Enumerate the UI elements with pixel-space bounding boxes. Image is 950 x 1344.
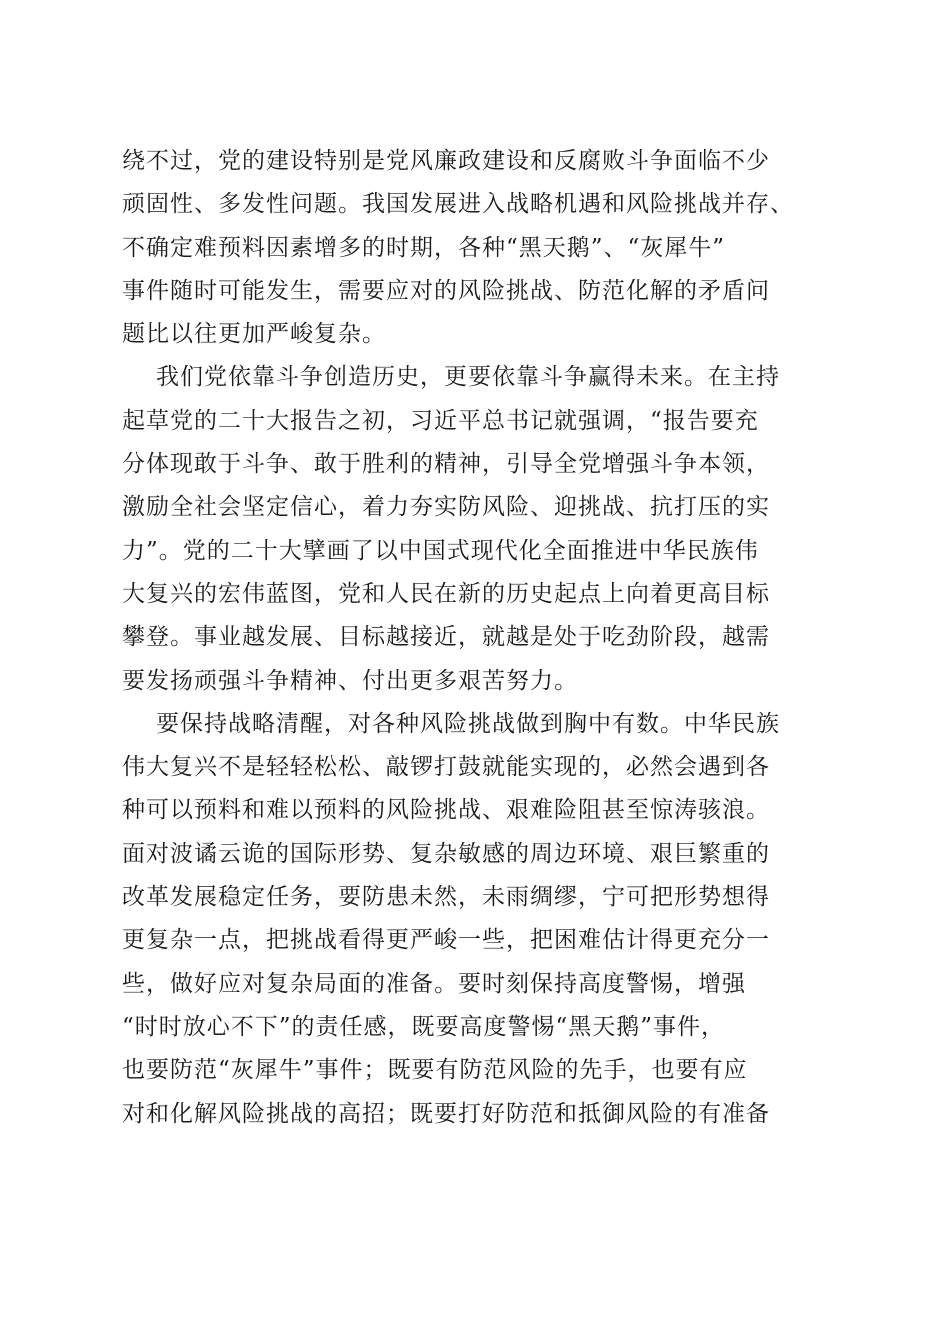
text-line: 激励全社会坚定信心，着力夯实防风险、迎挑战、抗打压的实: [122, 494, 770, 521]
text-line: 也要防范“灰犀牛”事件；既要有防范风险的先手，也要有应: [122, 1057, 748, 1084]
text-line: 力”。党的二十大擘画了以中国式现代化全面推进中华民族伟: [122, 537, 759, 564]
text-line: 起草党的二十大报告之初，习近平总书记就强调，“报告要充: [122, 407, 759, 434]
document-body: [122, 140, 842, 1136]
paragraph-first-line: 我们党依靠斗争创造历史，更要依靠斗争赢得未来。在主持: [156, 364, 780, 391]
text-line: 面对波谲云诡的国际形势、复杂敏感的周边环境、艰巨繁重的: [122, 840, 770, 867]
text-line: 事件随时可能发生，需要应对的风险挑战、防范化解的矛盾问: [122, 277, 770, 304]
text-line: 更复杂一点，把挑战看得更严峻一些，把困难估计得更充分一: [122, 927, 770, 954]
text-line: 改革发展稳定任务，要防患未然，未雨绸缪，宁可把形势想得: [122, 884, 770, 911]
text-line: 些，做好应对复杂局面的准备。要时刻保持高度警惕，增强: [122, 970, 746, 997]
text-line: 要发扬顽强斗争精神、付出更多艰苦努力。: [122, 667, 578, 694]
text-line: 种可以预料和难以预料的风险挑战、艰难险阻甚至惊涛骇浪。: [122, 797, 770, 824]
text-line: “时时放心不下”的责任感，既要高度警惕“黑天鹅”事件，: [122, 1013, 726, 1040]
text-line: 不确定难预料因素增多的时期，各种“黑天鹅”、“灰犀牛”: [122, 234, 726, 261]
text-line: 题比以往更加严峻复杂。: [122, 321, 386, 348]
text-line: 顽固性、多发性问题。我国发展进入战略机遇和风险挑战并存、: [122, 191, 794, 218]
text-line: 分体现敢于斗争、敢于胜利的精神，引导全党增强斗争本领，: [122, 451, 770, 478]
text-line: 伟大复兴不是轻轻松松、敲锣打鼓就能实现的，必然会遇到各: [122, 754, 770, 781]
text-line: 攀登。事业越发展、目标越接近，就越是处于吃劲阶段，越需: [122, 624, 770, 651]
paragraph-first-line: 要保持战略清醒，对各种风险挑战做到胸中有数。中华民族: [156, 710, 780, 737]
text-line: 大复兴的宏伟蓝图，党和人民在新的历史起点上向着更高目标: [122, 580, 770, 607]
text-line: 绕不过，党的建设特别是党风廉政建设和反腐败斗争面临不少: [122, 148, 770, 174]
text-line: 对和化解风险挑战的高招；既要打好防范和抵御风险的有准备: [122, 1100, 770, 1127]
